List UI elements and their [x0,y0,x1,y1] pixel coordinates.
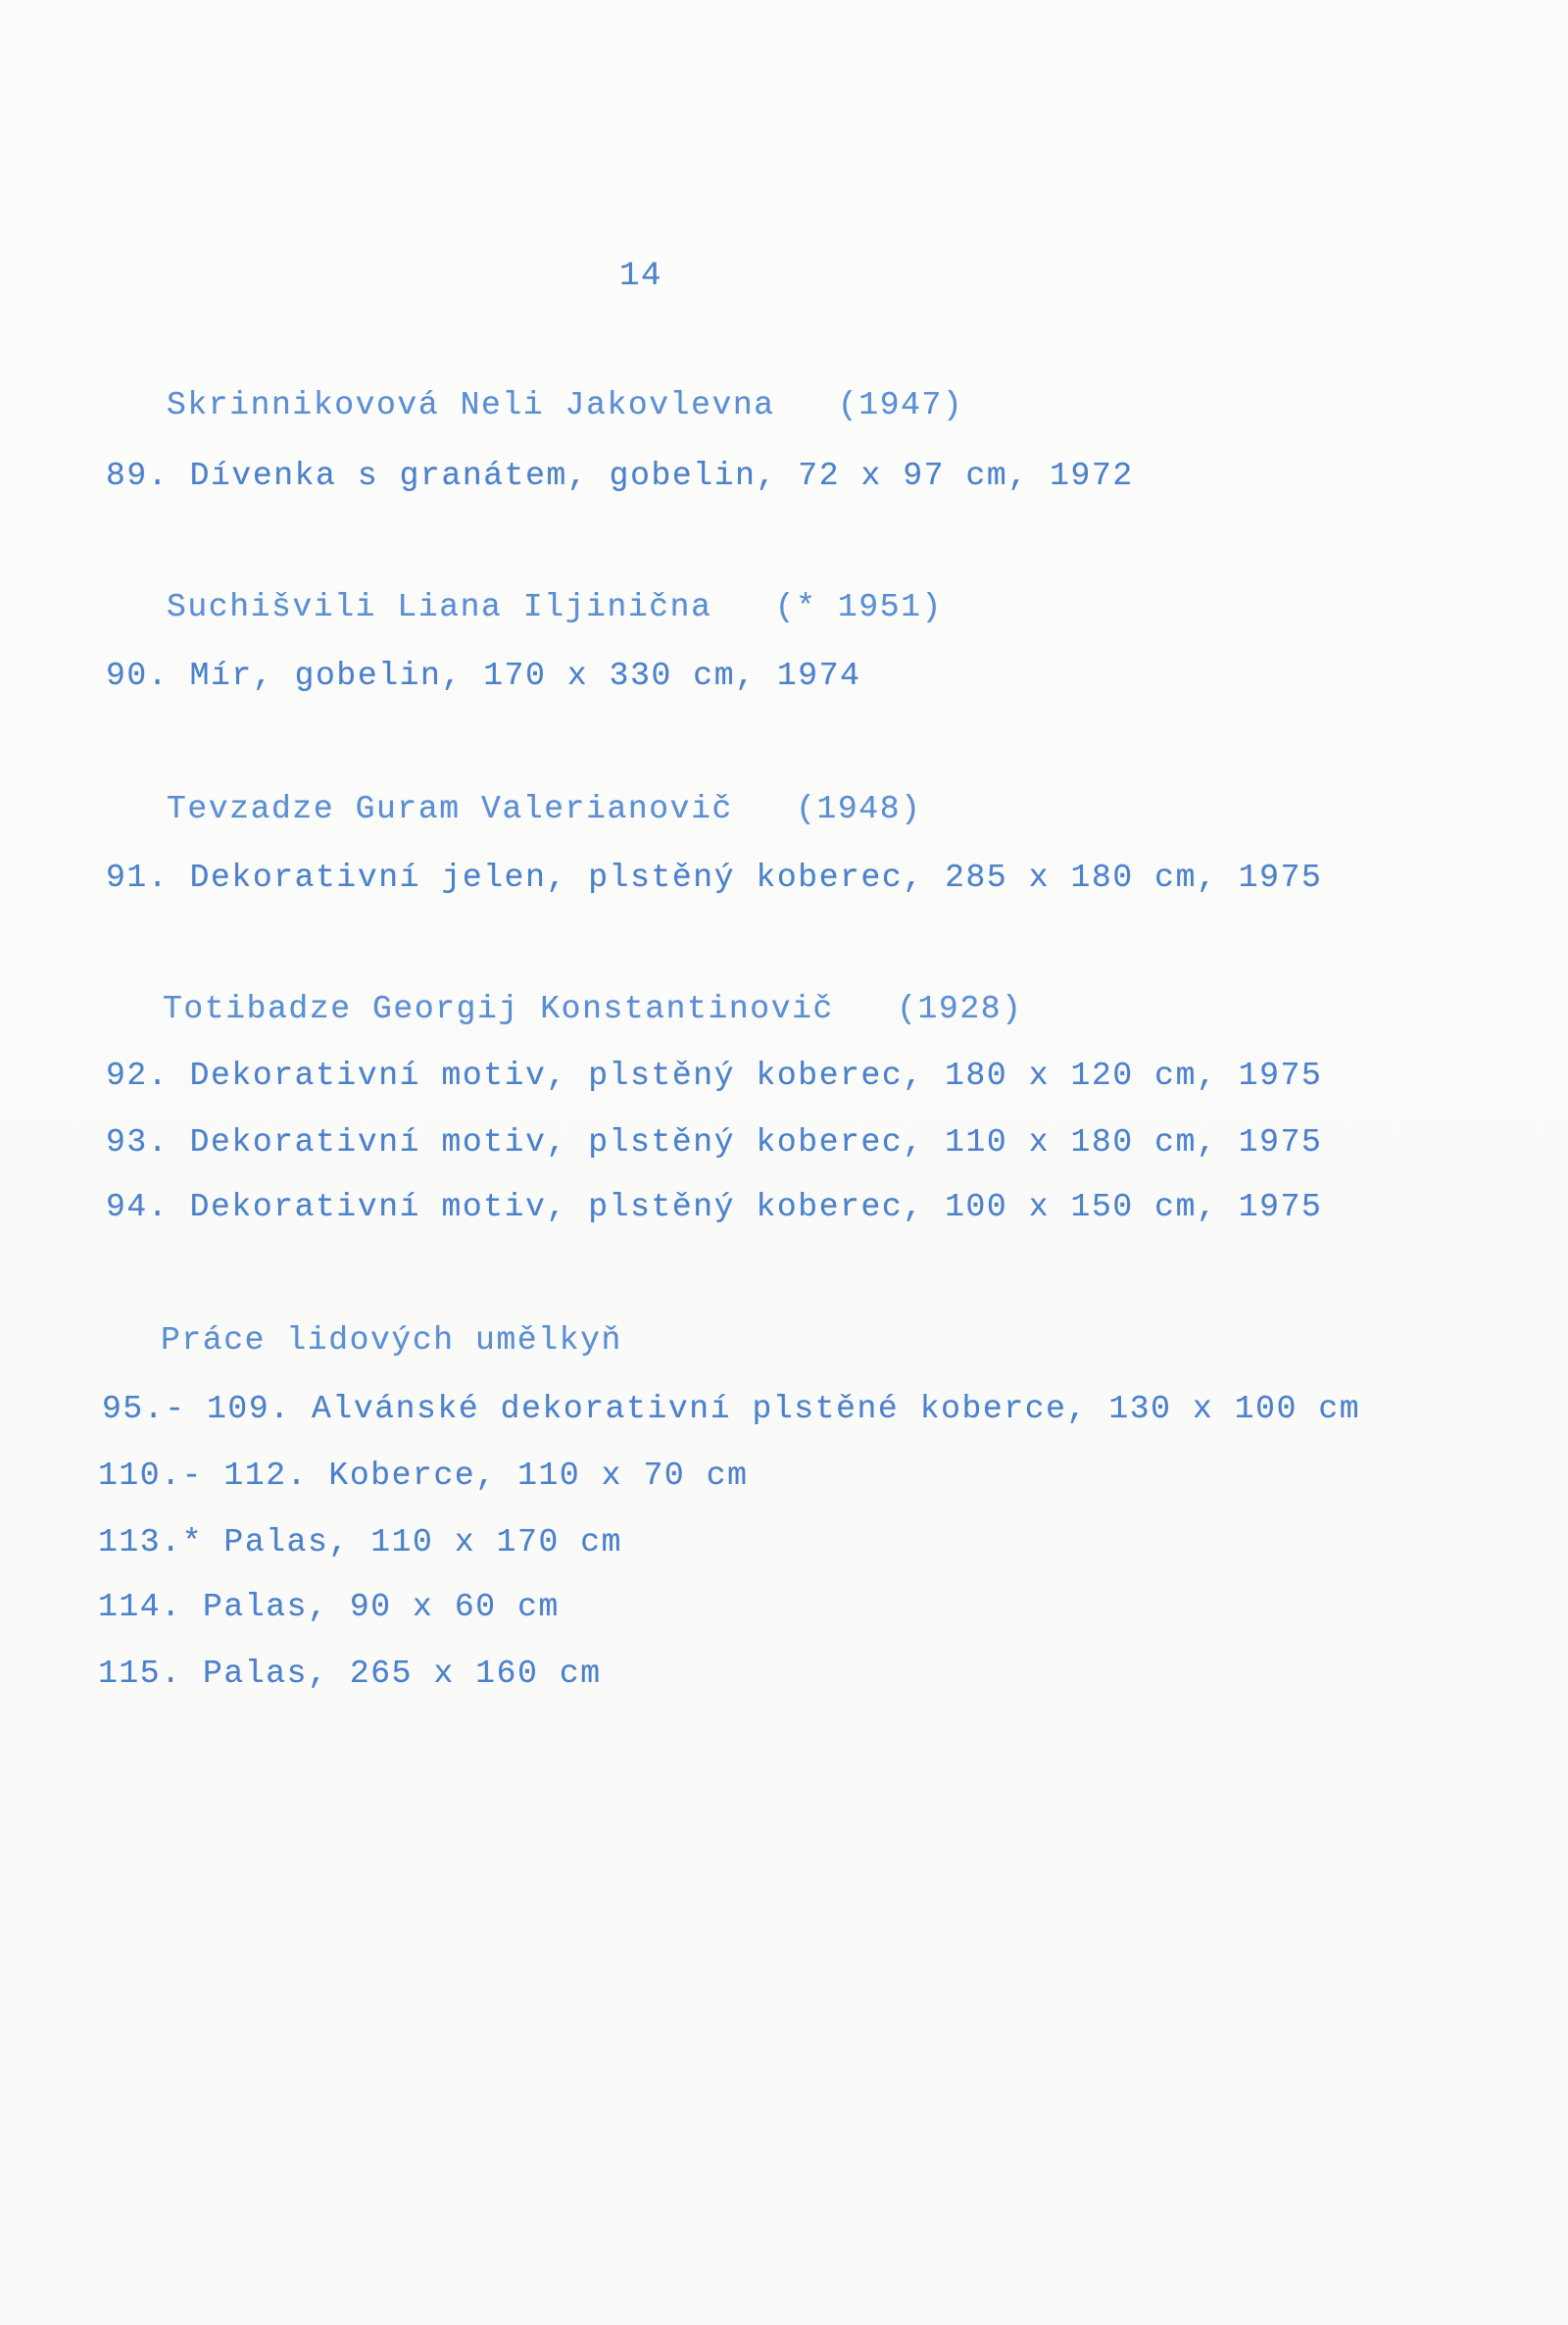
catalog-entry: 91. Dekorativní jelen, plstěný koberec, 285 x 180 cm, 1975 [106,860,1323,896]
catalog-entry: 114. Palas, 90 x 60 cm [98,1589,560,1625]
catalog-entry: 95.- 109. Alvánské dekorativní plstěné koberce, 130 x 100 cm [102,1391,1361,1427]
catalog-entry: 93. Dekorativní motiv, plstěný koberec, 110 x 180 cm, 1975 [106,1124,1323,1161]
catalog-entry: 115. Palas, 265 x 160 cm [98,1656,602,1692]
catalog-entry: 89. Dívenka s granátem, gobelin, 72 x 97 cm, 1972 [106,458,1134,494]
artist-heading: Tevzadze Guram Valerianovič (1948) [167,791,922,827]
section-heading: Práce lidových umělkyň [161,1322,622,1359]
catalog-entry: 92. Dekorativní motiv, plstěný koberec, 180 x 120 cm, 1975 [106,1058,1323,1094]
artist-heading: Totibadze Georgij Konstantinovič (1928) [163,991,1023,1027]
catalog-entry: 90. Mír, gobelin, 170 x 330 cm, 1974 [106,658,861,694]
artist-heading: Skrinnikovová Neli Jakovlevna (1947) [167,387,964,423]
page-number: 14 [619,258,663,295]
catalog-entry: 113.* Palas, 110 x 170 cm [98,1524,623,1560]
catalog-entry: 94. Dekorativní motiv, plstěný koberec, 100 x 150 cm, 1975 [106,1189,1323,1225]
artist-heading: Suchišvili Liana Iljinična (* 1951) [167,589,943,625]
catalog-entry: 110.- 112. Koberce, 110 x 70 cm [98,1458,749,1494]
